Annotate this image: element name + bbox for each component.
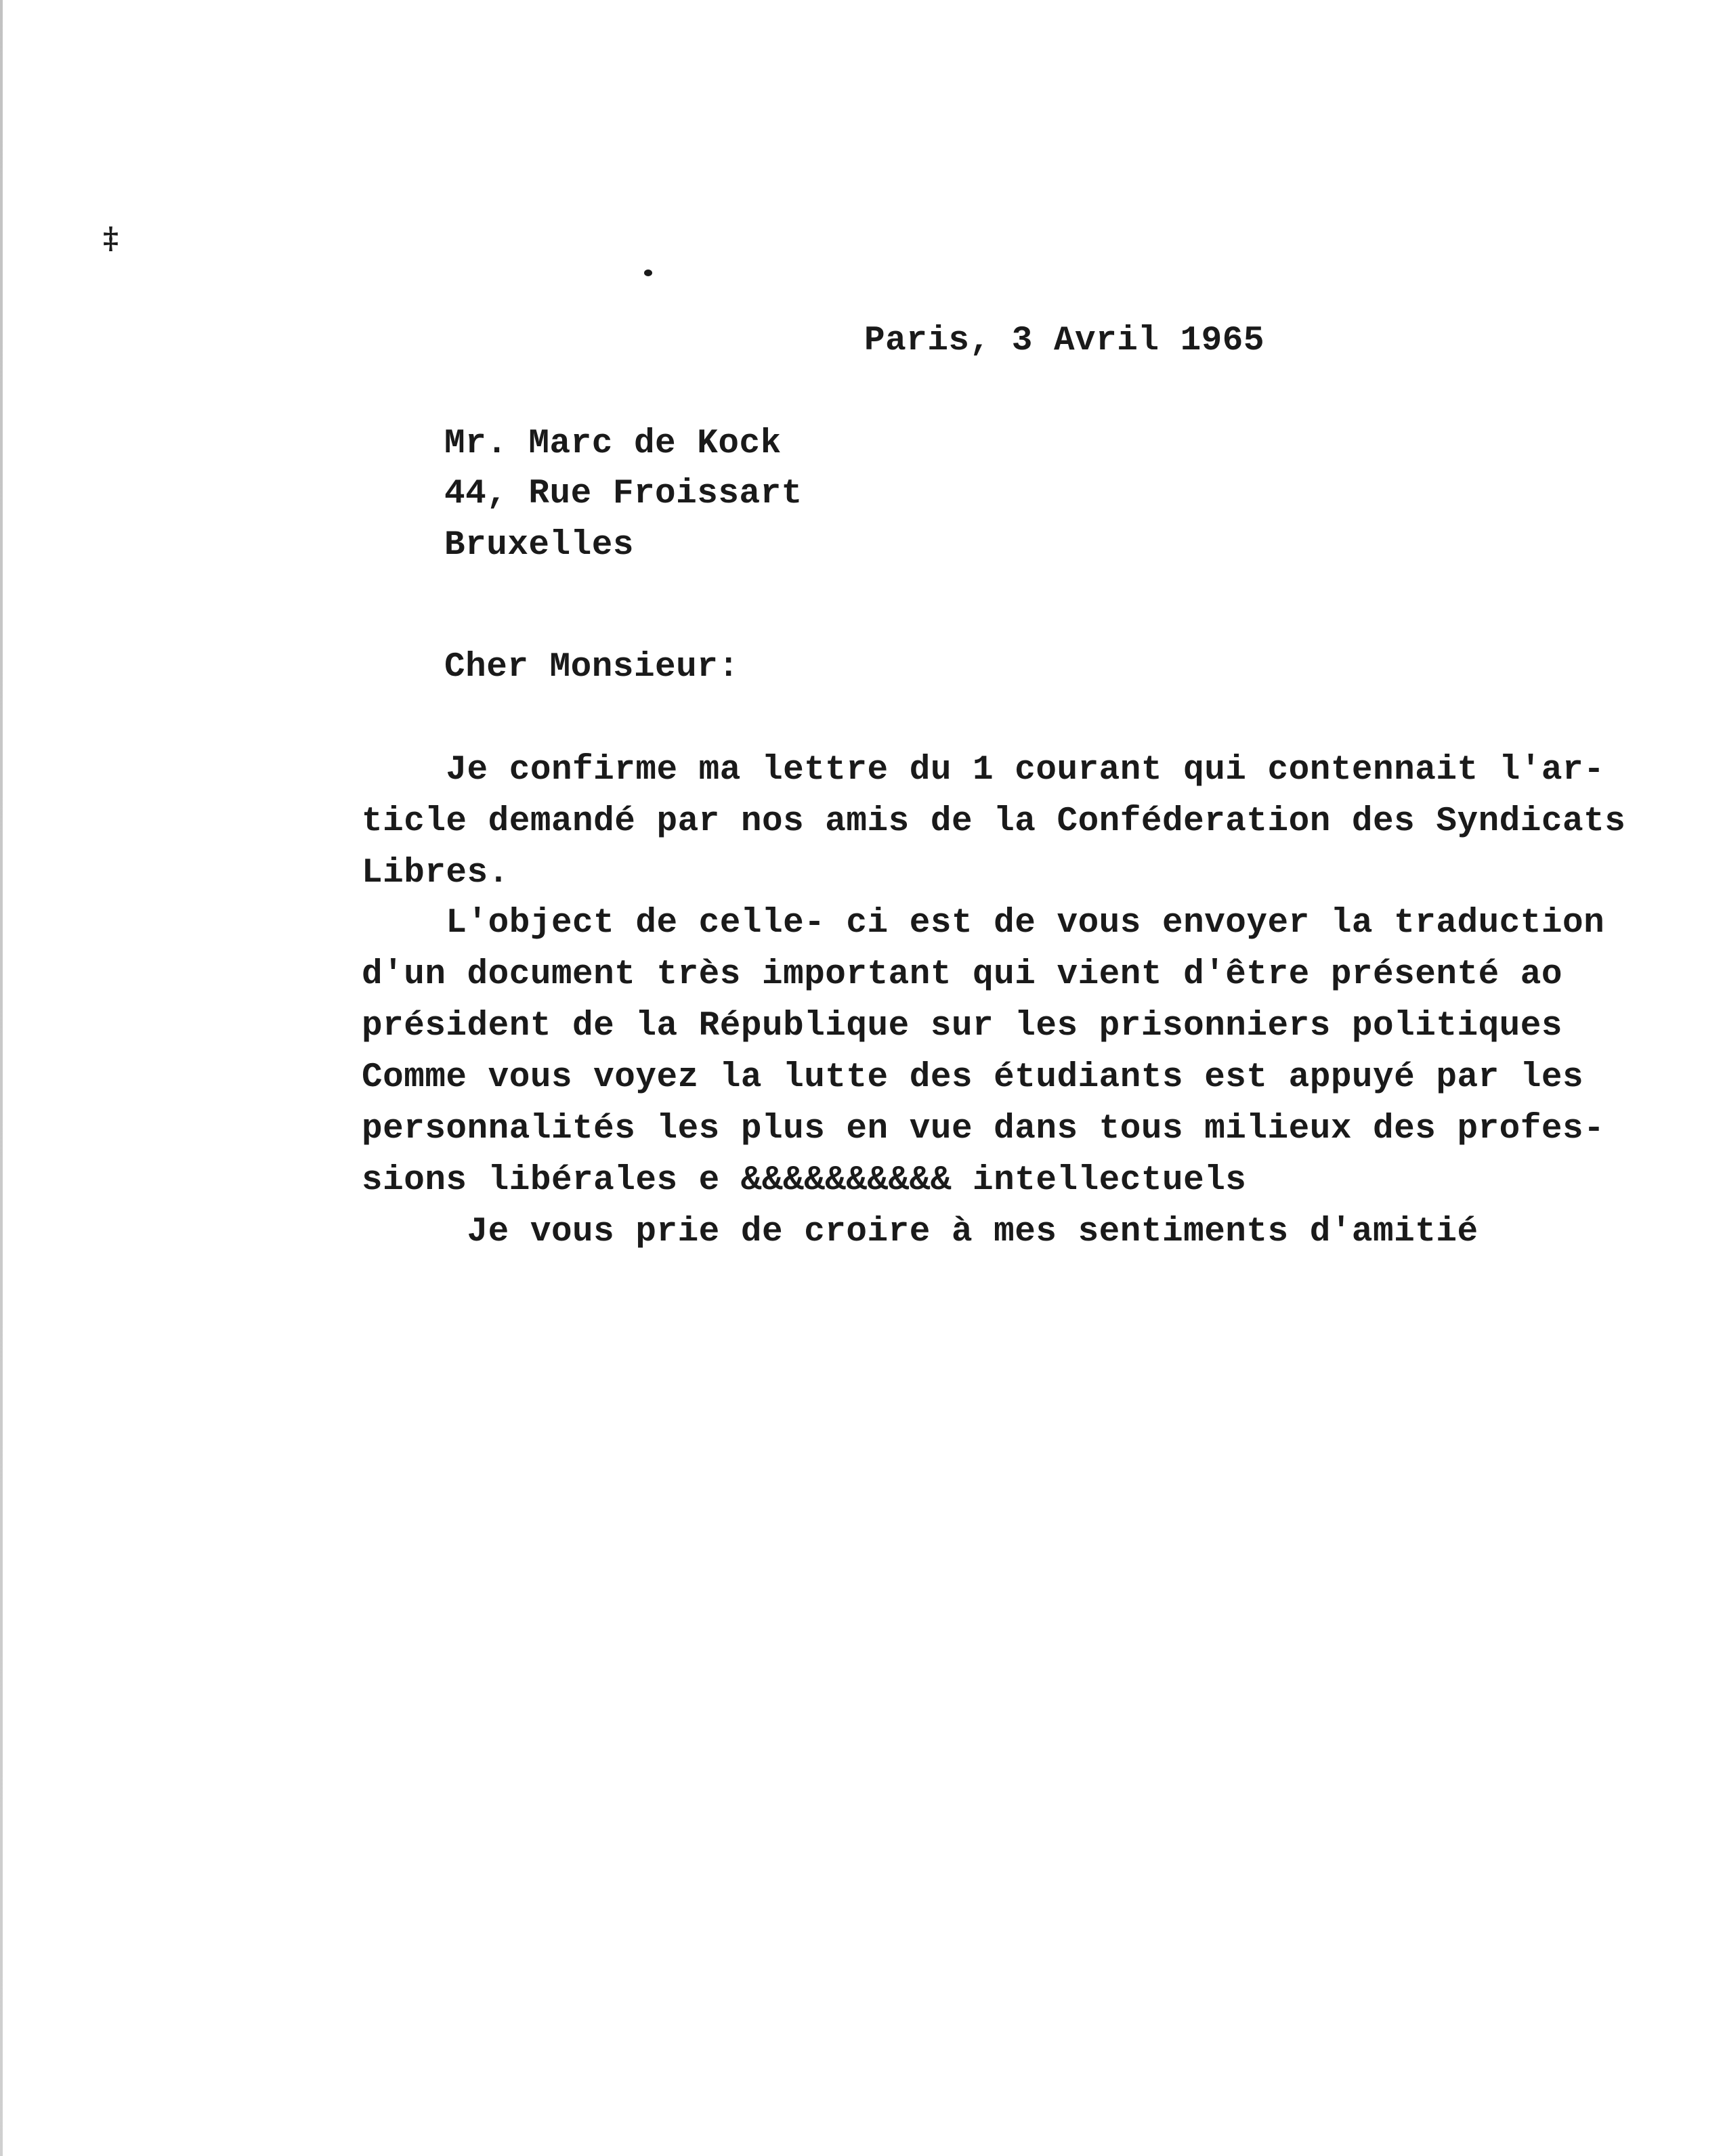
body-line: Je confirme ma lettre du 1 courant qui contennait l'ar- <box>362 751 1605 790</box>
margin-mark: ‡ <box>103 221 119 256</box>
body-line: sions libérales e &&&&&&&&&& intellectuels <box>362 1161 1247 1200</box>
body-line: L'object de celle- ci est de vous envoyer la traduction <box>362 904 1605 943</box>
letter-date: Paris, 3 Avril 1965 <box>864 322 1264 360</box>
recipient-city: Bruxelles <box>444 526 634 565</box>
body-line: Libres. <box>362 854 509 892</box>
recipient-street: 44, Rue Froissart <box>444 475 803 513</box>
body-line: Comme vous voyez la lutte des étudiants est appuyé par les <box>362 1058 1584 1097</box>
salutation: Cher Monsieur: <box>444 648 740 687</box>
recipient-name: Mr. Marc de Kock <box>444 425 782 463</box>
body-line: président de la République sur les prisonniers politiques <box>362 1007 1562 1045</box>
body-line: personnalités les plus en vue dans tous milieux des profes- <box>362 1110 1605 1148</box>
body-line: d'un document très important qui vient d'être présenté ao <box>362 955 1562 994</box>
closing-line: Je vous prie de croire à mes sentiments d'amitié <box>362 1213 1479 1251</box>
scan-edge <box>0 0 3 2156</box>
ink-dot <box>644 270 652 276</box>
body-line: ticle demandé par nos amis de la Conféderation des Syndicats <box>362 802 1626 841</box>
